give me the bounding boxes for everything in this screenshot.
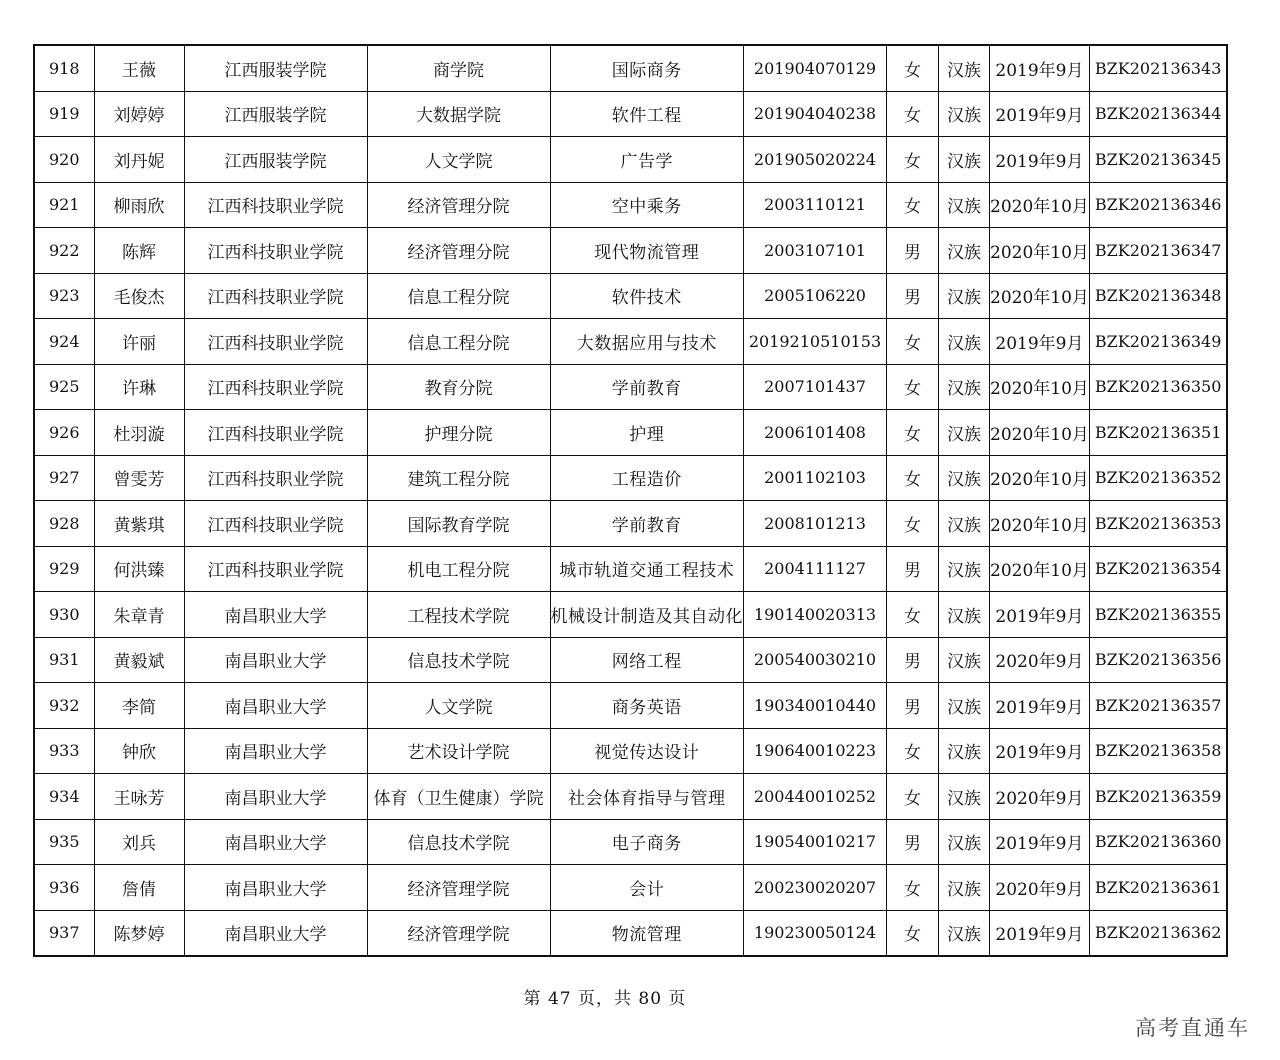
gender-cell: 女 [887,910,939,956]
college-name-cell: 建筑工程分院 [367,455,550,501]
gender-cell: 女 [887,455,939,501]
row-number-cell: 926 [34,410,94,456]
gender-cell: 女 [887,319,939,365]
student-table [33,44,1228,957]
student-name-cell: 毛俊杰 [94,273,184,319]
certificate-number-cell: BZK202136357 [1089,683,1227,729]
ethnicity-cell: 汉族 [939,865,990,911]
page-footer: 第 47 页，共 80 页 [523,989,687,1009]
college-name-cell: 商学院 [367,45,550,91]
ethnicity-cell: 汉族 [939,228,990,274]
certificate-number-cell: BZK202136351 [1089,410,1227,456]
student-id-cell: 2019210510153 [744,319,887,365]
student-id-cell: 200230020207 [744,865,887,911]
gender-cell: 男 [887,273,939,319]
gender-cell: 女 [887,501,939,547]
certificate-number-cell: BZK202136352 [1089,455,1227,501]
certificate-number-cell: BZK202136346 [1089,182,1227,228]
gender-cell: 男 [887,819,939,865]
table-row [34,637,1227,683]
enroll-date-cell: 2020年10月 [990,364,1090,410]
table-row [34,364,1227,410]
student-id-cell: 200440010252 [744,774,887,820]
enroll-date-cell: 2019年9月 [990,819,1090,865]
ethnicity-cell: 汉族 [939,819,990,865]
gender-cell: 女 [887,774,939,820]
row-number-cell: 919 [34,91,94,137]
major-name-cell: 软件工程 [550,91,744,137]
ethnicity-cell: 汉族 [939,592,990,638]
school-name-cell: 南昌职业大学 [184,592,367,638]
ethnicity-cell: 汉族 [939,455,990,501]
major-name-cell: 学前教育 [550,364,744,410]
certificate-number-cell: BZK202136356 [1089,637,1227,683]
gender-cell: 男 [887,546,939,592]
student-id-cell: 2006101408 [744,410,887,456]
student-name-cell: 王薇 [94,45,184,91]
school-name-cell: 南昌职业大学 [184,910,367,956]
school-name-cell: 江西科技职业学院 [184,273,367,319]
major-name-cell: 软件技术 [550,273,744,319]
row-number-cell: 931 [34,637,94,683]
student-id-cell: 2003110121 [744,182,887,228]
gender-cell: 男 [887,228,939,274]
college-name-cell: 信息工程分院 [367,319,550,365]
enroll-date-cell: 2020年10月 [990,228,1090,274]
row-number-cell: 929 [34,546,94,592]
certificate-number-cell: BZK202136359 [1089,774,1227,820]
school-name-cell: 江西科技职业学院 [184,455,367,501]
row-number-cell: 927 [34,455,94,501]
ethnicity-cell: 汉族 [939,273,990,319]
certificate-number-cell: BZK202136345 [1089,137,1227,183]
student-id-cell: 190640010223 [744,728,887,774]
major-name-cell: 机械设计制造及其自动化 [550,592,744,638]
student-id-cell: 2001102103 [744,455,887,501]
row-number-cell: 934 [34,774,94,820]
gender-cell: 女 [887,182,939,228]
student-name-cell: 何洪臻 [94,546,184,592]
school-name-cell: 江西科技职业学院 [184,364,367,410]
student-name-cell: 刘丹妮 [94,137,184,183]
college-name-cell: 人文学院 [367,683,550,729]
college-name-cell: 艺术设计学院 [367,728,550,774]
major-name-cell: 大数据应用与技术 [550,319,744,365]
student-id-cell: 190340010440 [744,683,887,729]
college-name-cell: 信息工程分院 [367,273,550,319]
enroll-date-cell: 2019年9月 [990,137,1090,183]
enroll-date-cell: 2020年9月 [990,865,1090,911]
table-row [34,455,1227,501]
row-number-cell: 932 [34,683,94,729]
gender-cell: 女 [887,592,939,638]
student-name-cell: 王咏芳 [94,774,184,820]
college-name-cell: 信息技术学院 [367,819,550,865]
certificate-number-cell: BZK202136348 [1089,273,1227,319]
student-id-cell: 201904040238 [744,91,887,137]
enroll-date-cell: 2019年9月 [990,728,1090,774]
gender-cell: 男 [887,637,939,683]
ethnicity-cell: 汉族 [939,364,990,410]
table-row [34,592,1227,638]
ethnicity-cell: 汉族 [939,182,990,228]
major-name-cell: 工程造价 [550,455,744,501]
college-name-cell: 工程技术学院 [367,592,550,638]
major-name-cell: 现代物流管理 [550,228,744,274]
certificate-number-cell: BZK202136360 [1089,819,1227,865]
college-name-cell: 国际教育学院 [367,501,550,547]
enroll-date-cell: 2020年10月 [990,546,1090,592]
certificate-number-cell: BZK202136358 [1089,728,1227,774]
student-id-cell: 200540030210 [744,637,887,683]
student-id-cell: 190230050124 [744,910,887,956]
major-name-cell: 学前教育 [550,501,744,547]
table-row [34,91,1227,137]
enroll-date-cell: 2019年9月 [990,592,1090,638]
enroll-date-cell: 2020年10月 [990,501,1090,547]
college-name-cell: 经济管理学院 [367,910,550,956]
enroll-date-cell: 2020年10月 [990,273,1090,319]
row-number-cell: 920 [34,137,94,183]
college-name-cell: 大数据学院 [367,91,550,137]
table-row [34,865,1227,911]
gender-cell: 女 [887,137,939,183]
gender-cell: 女 [887,865,939,911]
major-name-cell: 社会体育指导与管理 [550,774,744,820]
certificate-number-cell: BZK202136343 [1089,45,1227,91]
school-name-cell: 江西科技职业学院 [184,410,367,456]
major-name-cell: 广告学 [550,137,744,183]
school-name-cell: 江西科技职业学院 [184,501,367,547]
row-number-cell: 936 [34,865,94,911]
certificate-number-cell: BZK202136349 [1089,319,1227,365]
ethnicity-cell: 汉族 [939,683,990,729]
major-name-cell: 电子商务 [550,819,744,865]
row-number-cell: 930 [34,592,94,638]
school-name-cell: 江西服装学院 [184,137,367,183]
table-row [34,728,1227,774]
enroll-date-cell: 2019年9月 [990,91,1090,137]
table-row [34,819,1227,865]
ethnicity-cell: 汉族 [939,91,990,137]
college-name-cell: 经济管理分院 [367,182,550,228]
table-row [34,546,1227,592]
table-row [34,273,1227,319]
student-name-cell: 曾雯芳 [94,455,184,501]
table-row [34,683,1227,729]
major-name-cell: 城市轨道交通工程技术 [550,546,744,592]
student-id-cell: 190540010217 [744,819,887,865]
certificate-number-cell: BZK202136347 [1089,228,1227,274]
ethnicity-cell: 汉族 [939,137,990,183]
school-name-cell: 江西科技职业学院 [184,228,367,274]
certificate-number-cell: BZK202136354 [1089,546,1227,592]
school-name-cell: 南昌职业大学 [184,774,367,820]
ethnicity-cell: 汉族 [939,637,990,683]
certificate-number-cell: BZK202136355 [1089,592,1227,638]
school-name-cell: 南昌职业大学 [184,819,367,865]
row-number-cell: 925 [34,364,94,410]
gender-cell: 女 [887,45,939,91]
college-name-cell: 经济管理学院 [367,865,550,911]
table-row [34,774,1227,820]
row-number-cell: 923 [34,273,94,319]
student-name-cell: 詹倩 [94,865,184,911]
row-number-cell: 935 [34,819,94,865]
enroll-date-cell: 2019年9月 [990,910,1090,956]
student-id-cell: 2008101213 [744,501,887,547]
certificate-number-cell: BZK202136362 [1089,910,1227,956]
major-name-cell: 视觉传达设计 [550,728,744,774]
table-row [34,319,1227,365]
ethnicity-cell: 汉族 [939,501,990,547]
certificate-number-cell: BZK202136344 [1089,91,1227,137]
table-row [34,410,1227,456]
school-name-cell: 江西服装学院 [184,45,367,91]
student-id-cell: 201904070129 [744,45,887,91]
major-name-cell: 网络工程 [550,637,744,683]
student-name-cell: 杜羽漩 [94,410,184,456]
student-name-cell: 陈梦婷 [94,910,184,956]
enroll-date-cell: 2019年9月 [990,45,1090,91]
school-name-cell: 江西科技职业学院 [184,546,367,592]
college-name-cell: 信息技术学院 [367,637,550,683]
gender-cell: 女 [887,91,939,137]
student-name-cell: 朱章青 [94,592,184,638]
gender-cell: 女 [887,410,939,456]
row-number-cell: 921 [34,182,94,228]
enroll-date-cell: 2020年9月 [990,637,1090,683]
gender-cell: 男 [887,683,939,729]
major-name-cell: 护理 [550,410,744,456]
gender-cell: 女 [887,728,939,774]
row-number-cell: 928 [34,501,94,547]
table-row [34,228,1227,274]
college-name-cell: 人文学院 [367,137,550,183]
school-name-cell: 南昌职业大学 [184,728,367,774]
certificate-number-cell: BZK202136353 [1089,501,1227,547]
enroll-date-cell: 2020年10月 [990,410,1090,456]
ethnicity-cell: 汉族 [939,546,990,592]
college-name-cell: 护理分院 [367,410,550,456]
student-name-cell: 陈辉 [94,228,184,274]
enroll-date-cell: 2019年9月 [990,683,1090,729]
student-name-cell: 黄毅斌 [94,637,184,683]
ethnicity-cell: 汉族 [939,410,990,456]
row-number-cell: 924 [34,319,94,365]
row-number-cell: 918 [34,45,94,91]
student-name-cell: 钟欣 [94,728,184,774]
row-number-cell: 922 [34,228,94,274]
college-name-cell: 经济管理分院 [367,228,550,274]
student-name-cell: 许丽 [94,319,184,365]
table-row [34,501,1227,547]
gender-cell: 女 [887,364,939,410]
ethnicity-cell: 汉族 [939,774,990,820]
major-name-cell: 物流管理 [550,910,744,956]
student-id-cell: 2007101437 [744,364,887,410]
watermark: 高考直通车 [1135,1016,1250,1040]
row-number-cell: 933 [34,728,94,774]
student-id-cell: 2005106220 [744,273,887,319]
student-name-cell: 刘兵 [94,819,184,865]
school-name-cell: 南昌职业大学 [184,865,367,911]
student-id-cell: 2004111127 [744,546,887,592]
ethnicity-cell: 汉族 [939,45,990,91]
table-row [34,137,1227,183]
school-name-cell: 南昌职业大学 [184,637,367,683]
college-name-cell: 机电工程分院 [367,546,550,592]
table-row [34,182,1227,228]
school-name-cell: 江西服装学院 [184,91,367,137]
table-row [34,45,1227,91]
school-name-cell: 江西科技职业学院 [184,319,367,365]
enroll-date-cell: 2020年9月 [990,774,1090,820]
major-name-cell: 会计 [550,865,744,911]
row-number-cell: 937 [34,910,94,956]
enroll-date-cell: 2020年10月 [990,182,1090,228]
major-name-cell: 商务英语 [550,683,744,729]
table-row [34,910,1227,956]
student-name-cell: 许琳 [94,364,184,410]
student-name-cell: 刘婷婷 [94,91,184,137]
student-name-cell: 李简 [94,683,184,729]
college-name-cell: 体育（卫生健康）学院 [367,774,550,820]
student-name-cell: 柳雨欣 [94,182,184,228]
enroll-date-cell: 2019年9月 [990,319,1090,365]
ethnicity-cell: 汉族 [939,728,990,774]
college-name-cell: 教育分院 [367,364,550,410]
certificate-number-cell: BZK202136350 [1089,364,1227,410]
major-name-cell: 国际商务 [550,45,744,91]
ethnicity-cell: 汉族 [939,910,990,956]
major-name-cell: 空中乘务 [550,182,744,228]
student-id-cell: 201905020224 [744,137,887,183]
student-name-cell: 黄紫琪 [94,501,184,547]
ethnicity-cell: 汉族 [939,319,990,365]
student-id-cell: 190140020313 [744,592,887,638]
school-name-cell: 南昌职业大学 [184,683,367,729]
school-name-cell: 江西科技职业学院 [184,182,367,228]
enroll-date-cell: 2020年10月 [990,455,1090,501]
student-id-cell: 2003107101 [744,228,887,274]
certificate-number-cell: BZK202136361 [1089,865,1227,911]
